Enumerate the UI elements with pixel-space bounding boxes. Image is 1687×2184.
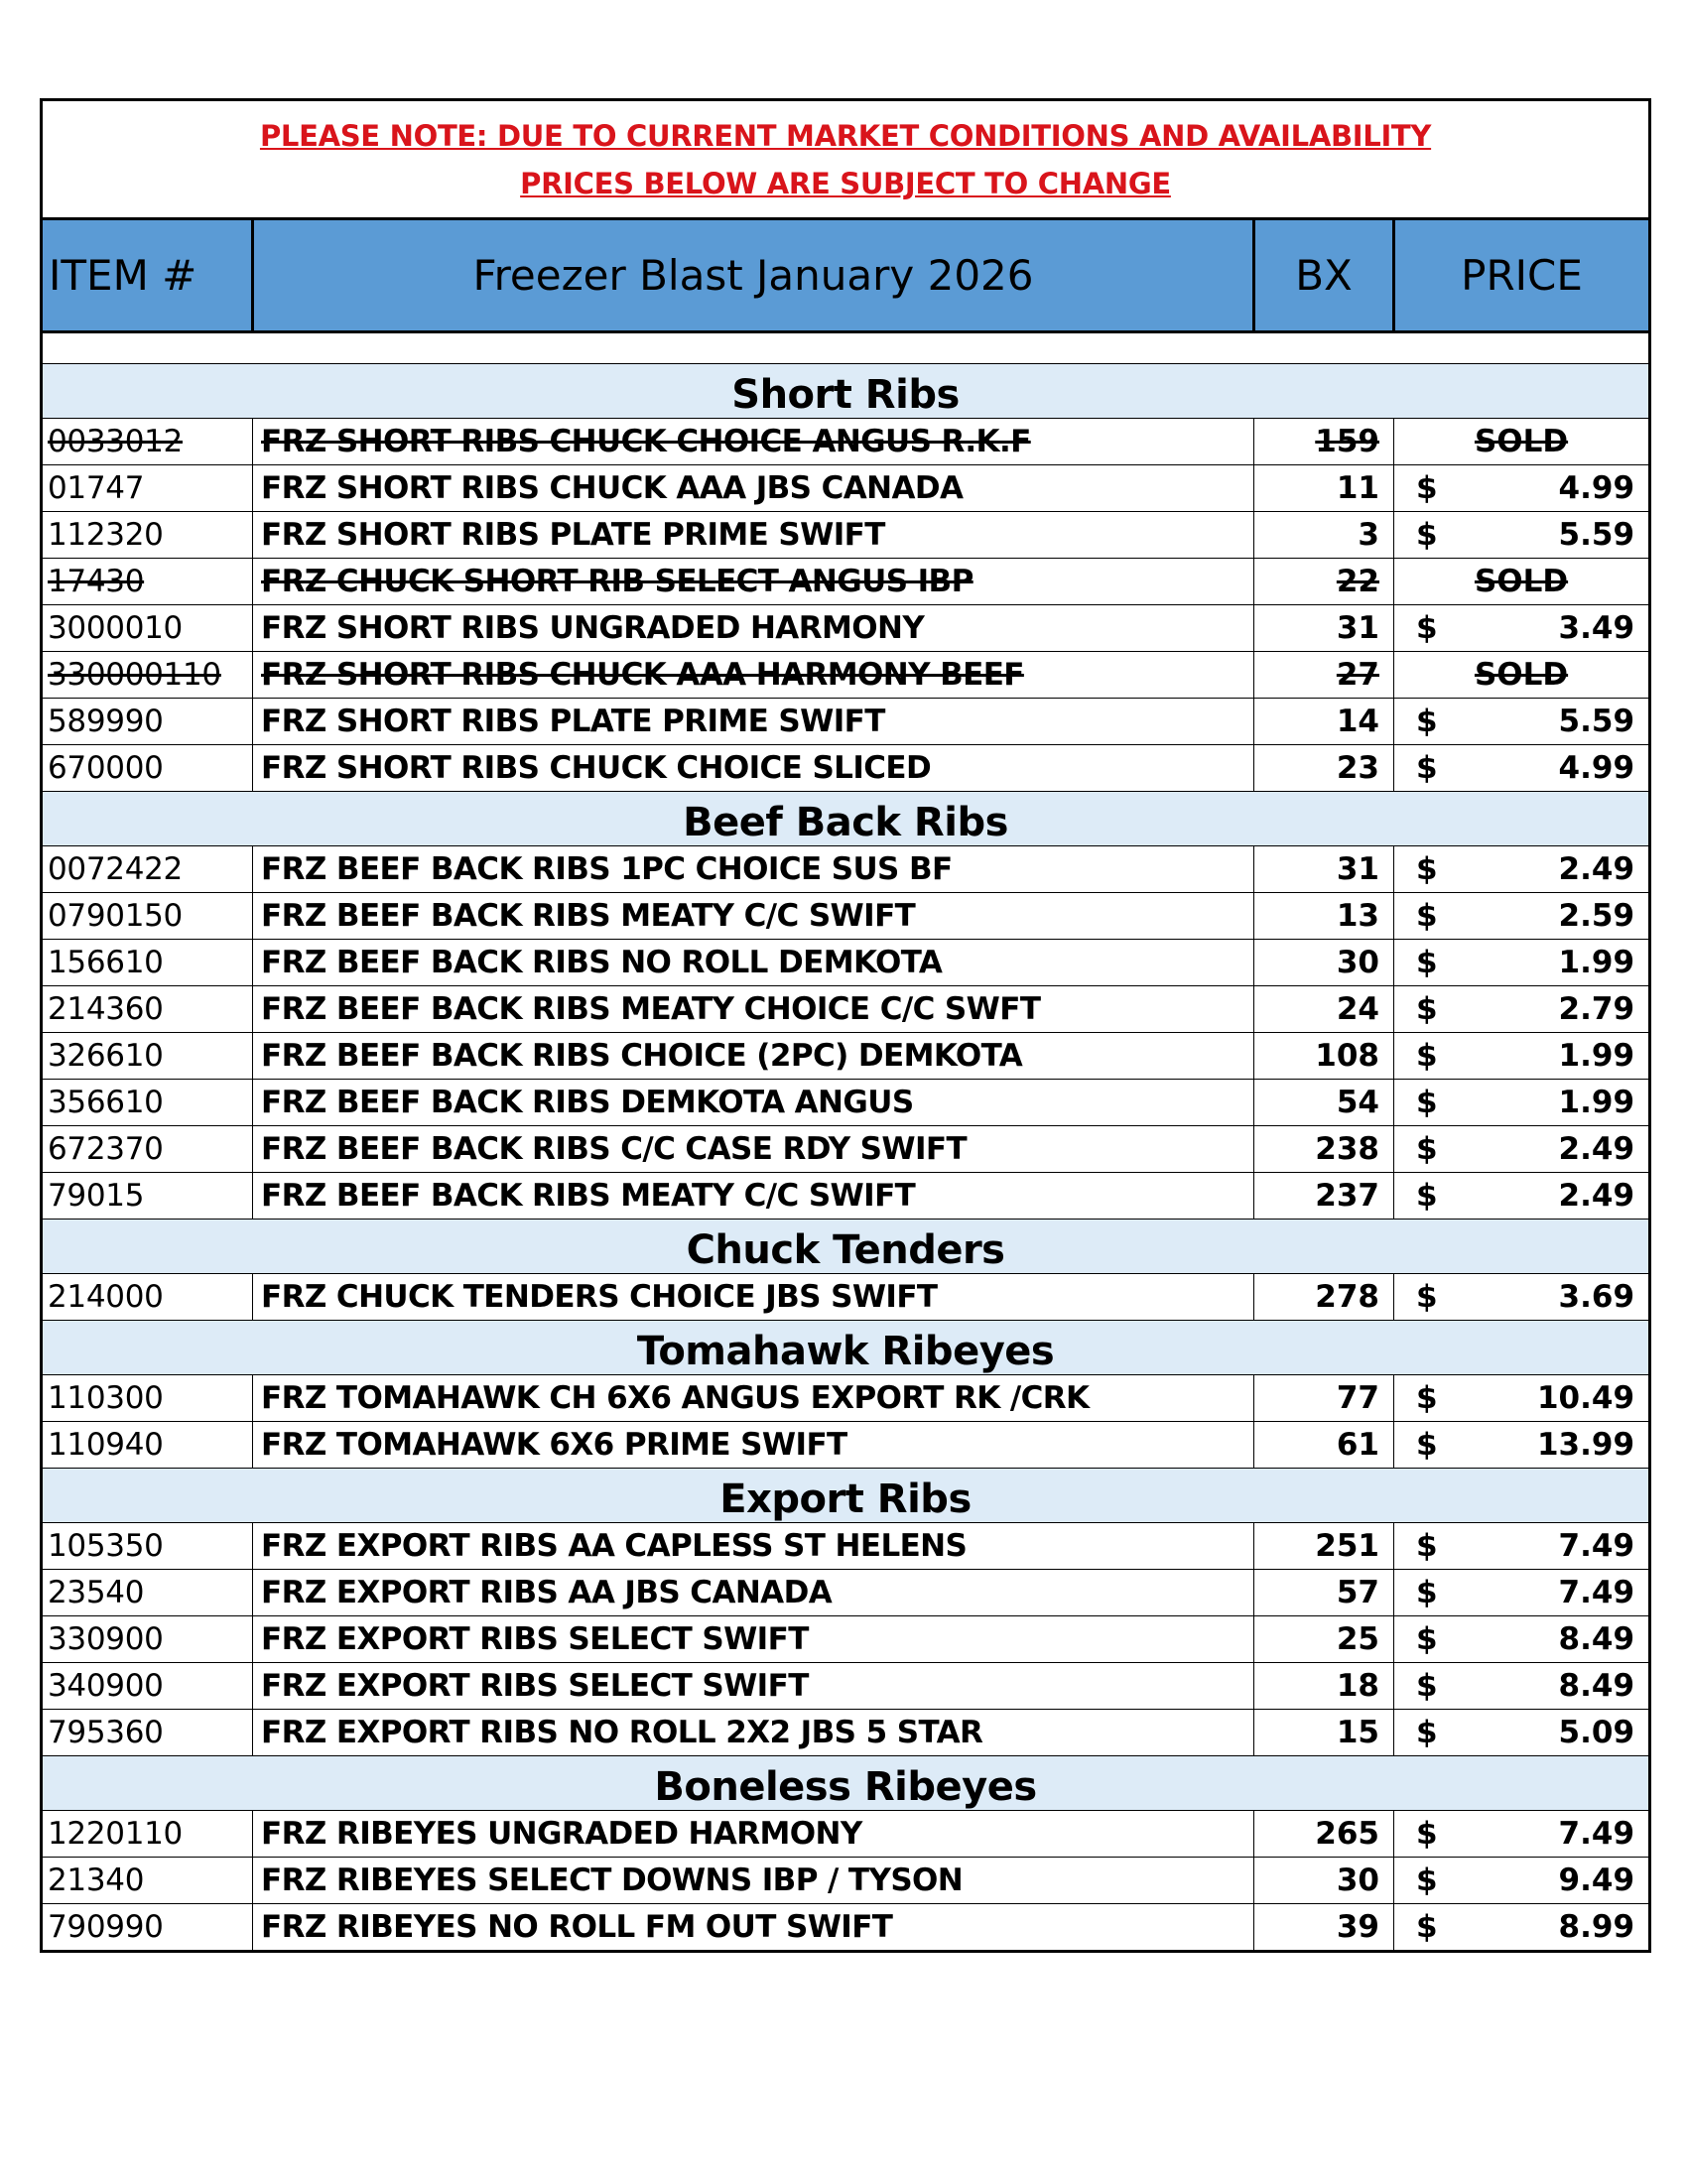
box-count: 237 xyxy=(1254,1173,1394,1220)
price-value-wrap xyxy=(1394,750,1648,786)
price-value-wrap xyxy=(1394,1131,1648,1167)
header-price: PRICE xyxy=(1394,219,1650,332)
table-row xyxy=(42,699,1650,745)
item-description: FRZ BEEF BACK RIBS DEMKOTA ANGUS xyxy=(253,1080,1254,1126)
box-count: 265 xyxy=(1254,1811,1394,1858)
category-row xyxy=(42,364,1650,419)
currency-symbol: $ xyxy=(1416,1816,1438,1852)
price-cell xyxy=(1394,893,1650,940)
table-row xyxy=(42,419,1650,465)
category-row xyxy=(42,1220,1650,1274)
item-number: 79015 xyxy=(42,1173,253,1220)
price-cell xyxy=(1394,940,1650,986)
item-description: FRZ BEEF BACK RIBS C/C CASE RDY SWIFT xyxy=(253,1126,1254,1173)
price-value-wrap xyxy=(1394,1380,1648,1416)
category-heading: Beef Back Ribs xyxy=(42,792,1650,846)
price-cell xyxy=(1394,1616,1650,1663)
price-value-wrap xyxy=(1394,1715,1648,1750)
table-row xyxy=(42,1904,1650,1952)
currency-symbol: $ xyxy=(1416,1715,1438,1750)
table-row xyxy=(42,745,1650,792)
item-description: FRZ EXPORT RIBS SELECT SWIFT xyxy=(253,1663,1254,1710)
price-value-wrap xyxy=(1394,1279,1648,1315)
item-description: FRZ EXPORT RIBS AA CAPLESS ST HELENS xyxy=(253,1523,1254,1570)
currency-symbol: $ xyxy=(1416,1279,1438,1315)
item-description: FRZ CHUCK SHORT RIB SELECT ANGUS IBP xyxy=(253,559,1254,605)
item-description: FRZ SHORT RIBS CHUCK CHOICE ANGUS R.K.F xyxy=(253,419,1254,465)
item-number: 01747 xyxy=(42,465,253,512)
price-amount: 3.69 xyxy=(1558,1279,1635,1315)
item-number: 156610 xyxy=(42,940,253,986)
item-description: FRZ BEEF BACK RIBS MEATY C/C SWIFT xyxy=(253,893,1254,940)
item-description: FRZ SHORT RIBS CHUCK CHOICE SLICED xyxy=(253,745,1254,792)
category-heading: Export Ribs xyxy=(42,1469,1650,1523)
price-cell xyxy=(1394,1710,1650,1756)
box-count: 61 xyxy=(1254,1422,1394,1469)
item-number: 21340 xyxy=(42,1858,253,1904)
price-value-wrap xyxy=(1394,610,1648,646)
box-count: 23 xyxy=(1254,745,1394,792)
currency-symbol: $ xyxy=(1416,704,1438,739)
item-description: FRZ SHORT RIBS UNGRADED HARMONY xyxy=(253,605,1254,652)
price-cell xyxy=(1394,1570,1650,1616)
table-row xyxy=(42,652,1650,699)
item-number: 795360 xyxy=(42,1710,253,1756)
box-count: 25 xyxy=(1254,1616,1394,1663)
currency-symbol: $ xyxy=(1416,1863,1438,1898)
price-value-wrap xyxy=(1394,945,1648,980)
price-value-wrap xyxy=(1394,1038,1648,1074)
notice-line-2: PRICES BELOW ARE SUBJECT TO CHANGE xyxy=(520,166,1171,200)
price-value-wrap xyxy=(1394,1178,1648,1214)
price-cell xyxy=(1394,419,1650,465)
box-count: 238 xyxy=(1254,1126,1394,1173)
price-cell xyxy=(1394,699,1650,745)
price-cell xyxy=(1394,986,1650,1033)
price-value-wrap xyxy=(1394,1621,1648,1657)
currency-symbol: $ xyxy=(1416,991,1438,1027)
item-number: 330000110 xyxy=(42,652,253,699)
item-number: 670000 xyxy=(42,745,253,792)
notice-banner xyxy=(42,100,1650,219)
item-description: FRZ BEEF BACK RIBS NO ROLL DEMKOTA xyxy=(253,940,1254,986)
currency-symbol: $ xyxy=(1416,1178,1438,1214)
price-amount: 4.99 xyxy=(1558,470,1635,506)
price-cell xyxy=(1394,1811,1650,1858)
item-description: FRZ RIBEYES NO ROLL FM OUT SWIFT xyxy=(253,1904,1254,1952)
price-cell xyxy=(1394,1375,1650,1422)
box-count: 251 xyxy=(1254,1523,1394,1570)
box-count: 15 xyxy=(1254,1710,1394,1756)
price-cell xyxy=(1394,1126,1650,1173)
price-value-wrap xyxy=(1394,1668,1648,1704)
notice-row xyxy=(42,100,1650,219)
price-cell xyxy=(1394,1858,1650,1904)
item-description: FRZ RIBEYES SELECT DOWNS IBP / TYSON xyxy=(253,1858,1254,1904)
item-description: FRZ TOMAHAWK 6X6 PRIME SWIFT xyxy=(253,1422,1254,1469)
box-count: 57 xyxy=(1254,1570,1394,1616)
currency-symbol: $ xyxy=(1416,1085,1438,1120)
currency-symbol: $ xyxy=(1416,1380,1438,1416)
price-value-wrap xyxy=(1394,1816,1648,1852)
price-value-wrap xyxy=(1394,1085,1648,1120)
currency-symbol: $ xyxy=(1416,898,1438,934)
currency-symbol: $ xyxy=(1416,1575,1438,1610)
price-amount: 8.99 xyxy=(1558,1909,1635,1945)
item-number: 112320 xyxy=(42,512,253,559)
price-cell xyxy=(1394,1274,1650,1321)
table-row xyxy=(42,1570,1650,1616)
price-amount: 7.49 xyxy=(1558,1528,1635,1564)
price-cell xyxy=(1394,652,1650,699)
category-heading: Short Ribs xyxy=(42,364,1650,419)
price-cell xyxy=(1394,745,1650,792)
table-row xyxy=(42,940,1650,986)
box-count: 30 xyxy=(1254,940,1394,986)
item-number: 23540 xyxy=(42,1570,253,1616)
price-cell xyxy=(1394,605,1650,652)
currency-symbol: $ xyxy=(1416,1621,1438,1657)
price-value-wrap xyxy=(1394,898,1648,934)
sold-label: SOLD xyxy=(1474,564,1569,599)
sold-label: SOLD xyxy=(1474,424,1569,459)
table-row xyxy=(42,605,1650,652)
header-item: ITEM # xyxy=(42,219,253,332)
price-cell xyxy=(1394,1904,1650,1952)
spacer-row xyxy=(42,332,1650,364)
item-number: 326610 xyxy=(42,1033,253,1080)
table-row xyxy=(42,1616,1650,1663)
category-heading: Boneless Ribeyes xyxy=(42,1756,1650,1811)
price-amount: 1.99 xyxy=(1558,1038,1635,1074)
price-amount: 2.49 xyxy=(1558,1178,1635,1214)
price-value-wrap xyxy=(1394,991,1648,1027)
table-row xyxy=(42,1422,1650,1469)
sold-label: SOLD xyxy=(1474,657,1569,693)
price-sheet xyxy=(40,98,1648,1953)
box-count: 108 xyxy=(1254,1033,1394,1080)
price-cell xyxy=(1394,1663,1650,1710)
box-count: 77 xyxy=(1254,1375,1394,1422)
table-row xyxy=(42,1663,1650,1710)
item-number: 356610 xyxy=(42,1080,253,1126)
price-amount: 13.99 xyxy=(1536,1427,1635,1463)
item-number: 340900 xyxy=(42,1663,253,1710)
item-description: FRZ EXPORT RIBS NO ROLL 2X2 JBS 5 STAR xyxy=(253,1710,1254,1756)
currency-symbol: $ xyxy=(1416,945,1438,980)
price-amount: 2.59 xyxy=(1558,898,1635,934)
currency-symbol: $ xyxy=(1416,1528,1438,1564)
item-description: FRZ CHUCK TENDERS CHOICE JBS SWIFT xyxy=(253,1274,1254,1321)
item-description: FRZ BEEF BACK RIBS CHOICE (2PC) DEMKOTA xyxy=(253,1033,1254,1080)
price-value-wrap xyxy=(1394,1909,1648,1945)
price-cell xyxy=(1394,1523,1650,1570)
price-amount: 5.59 xyxy=(1558,704,1635,739)
currency-symbol: $ xyxy=(1416,1668,1438,1704)
price-cell xyxy=(1394,512,1650,559)
price-amount: 1.99 xyxy=(1558,945,1635,980)
price-cell xyxy=(1394,559,1650,605)
category-heading: Chuck Tenders xyxy=(42,1220,1650,1274)
box-count: 159 xyxy=(1254,419,1394,465)
price-cell xyxy=(1394,1033,1650,1080)
item-number: 1220110 xyxy=(42,1811,253,1858)
price-cell xyxy=(1394,465,1650,512)
table-row xyxy=(42,846,1650,893)
price-amount: 2.49 xyxy=(1558,1131,1635,1167)
box-count: 31 xyxy=(1254,846,1394,893)
category-row xyxy=(42,792,1650,846)
item-number: 672370 xyxy=(42,1126,253,1173)
table-row xyxy=(42,1710,1650,1756)
price-cell xyxy=(1394,1080,1650,1126)
item-description: FRZ RIBEYES UNGRADED HARMONY xyxy=(253,1811,1254,1858)
item-number: 105350 xyxy=(42,1523,253,1570)
price-amount: 9.49 xyxy=(1558,1863,1635,1898)
price-value-wrap xyxy=(1394,517,1648,553)
header-row xyxy=(42,219,1650,332)
price-value-wrap xyxy=(1394,470,1648,506)
category-row xyxy=(42,1756,1650,1811)
header-bx: BX xyxy=(1254,219,1394,332)
item-number: 214000 xyxy=(42,1274,253,1321)
table-row xyxy=(42,1858,1650,1904)
item-number: 0033012 xyxy=(42,419,253,465)
header-title: Freezer Blast January 2026 xyxy=(253,219,1254,332)
table-row xyxy=(42,1033,1650,1080)
currency-symbol: $ xyxy=(1416,1909,1438,1945)
item-description: FRZ BEEF BACK RIBS MEATY C/C SWIFT xyxy=(253,1173,1254,1220)
price-amount: 5.59 xyxy=(1558,517,1635,553)
currency-symbol: $ xyxy=(1416,517,1438,553)
table-row xyxy=(42,465,1650,512)
item-number: 0072422 xyxy=(42,846,253,893)
item-number: 110940 xyxy=(42,1422,253,1469)
box-count: 31 xyxy=(1254,605,1394,652)
item-number: 790990 xyxy=(42,1904,253,1952)
item-description: FRZ SHORT RIBS PLATE PRIME SWIFT xyxy=(253,512,1254,559)
table-row xyxy=(42,559,1650,605)
box-count: 54 xyxy=(1254,1080,1394,1126)
box-count: 14 xyxy=(1254,699,1394,745)
box-count: 39 xyxy=(1254,1904,1394,1952)
price-amount: 2.79 xyxy=(1558,991,1635,1027)
box-count: 18 xyxy=(1254,1663,1394,1710)
price-amount: 1.99 xyxy=(1558,1085,1635,1120)
table-row xyxy=(42,893,1650,940)
table-row xyxy=(42,1523,1650,1570)
table-row xyxy=(42,1811,1650,1858)
price-amount: 8.49 xyxy=(1558,1668,1635,1704)
item-number: 214360 xyxy=(42,986,253,1033)
price-value-wrap xyxy=(1394,1575,1648,1610)
item-number: 3000010 xyxy=(42,605,253,652)
category-heading: Tomahawk Ribeyes xyxy=(42,1321,1650,1375)
price-value-wrap xyxy=(1394,1528,1648,1564)
price-amount: 7.49 xyxy=(1558,1816,1635,1852)
item-description: FRZ SHORT RIBS PLATE PRIME SWIFT xyxy=(253,699,1254,745)
table-row xyxy=(42,1126,1650,1173)
price-amount: 7.49 xyxy=(1558,1575,1635,1610)
box-count: 3 xyxy=(1254,512,1394,559)
table-row xyxy=(42,1274,1650,1321)
category-row xyxy=(42,1321,1650,1375)
notice-line-1: PLEASE NOTE: DUE TO CURRENT MARKET CONDITIONS AND AVAILABILITY xyxy=(259,118,1432,153)
box-count: 27 xyxy=(1254,652,1394,699)
price-table xyxy=(40,98,1651,1953)
price-cell xyxy=(1394,1422,1650,1469)
currency-symbol: $ xyxy=(1416,470,1438,506)
price-value-wrap xyxy=(1394,851,1648,887)
item-number: 110300 xyxy=(42,1375,253,1422)
price-amount: 5.09 xyxy=(1558,1715,1635,1750)
currency-symbol: $ xyxy=(1416,1038,1438,1074)
currency-symbol: $ xyxy=(1416,1427,1438,1463)
table-row xyxy=(42,1173,1650,1220)
box-count: 30 xyxy=(1254,1858,1394,1904)
box-count: 22 xyxy=(1254,559,1394,605)
price-amount: 2.49 xyxy=(1558,851,1635,887)
item-description: FRZ EXPORT RIBS AA JBS CANADA xyxy=(253,1570,1254,1616)
item-number: 0790150 xyxy=(42,893,253,940)
box-count: 11 xyxy=(1254,465,1394,512)
table-row xyxy=(42,1080,1650,1126)
item-description: FRZ SHORT RIBS CHUCK AAA HARMONY BEEF xyxy=(253,652,1254,699)
price-amount: 4.99 xyxy=(1558,750,1635,786)
category-row xyxy=(42,1469,1650,1523)
item-description: FRZ SHORT RIBS CHUCK AAA JBS CANADA xyxy=(253,465,1254,512)
table-row xyxy=(42,1375,1650,1422)
price-cell xyxy=(1394,1173,1650,1220)
currency-symbol: $ xyxy=(1416,851,1438,887)
currency-symbol: $ xyxy=(1416,1131,1438,1167)
box-count: 24 xyxy=(1254,986,1394,1033)
item-description: FRZ EXPORT RIBS SELECT SWIFT xyxy=(253,1616,1254,1663)
price-value-wrap xyxy=(1394,704,1648,739)
item-number: 17430 xyxy=(42,559,253,605)
table-row xyxy=(42,986,1650,1033)
price-amount: 3.49 xyxy=(1558,610,1635,646)
item-description: FRZ BEEF BACK RIBS 1PC CHOICE SUS BF xyxy=(253,846,1254,893)
price-value-wrap xyxy=(1394,1427,1648,1463)
table-row xyxy=(42,512,1650,559)
spacer-cell xyxy=(42,332,1650,364)
price-amount: 8.49 xyxy=(1558,1621,1635,1657)
price-value-wrap xyxy=(1394,1863,1648,1898)
item-description: FRZ BEEF BACK RIBS MEATY CHOICE C/C SWFT xyxy=(253,986,1254,1033)
currency-symbol: $ xyxy=(1416,610,1438,646)
item-number: 330900 xyxy=(42,1616,253,1663)
price-cell xyxy=(1394,846,1650,893)
currency-symbol: $ xyxy=(1416,750,1438,786)
box-count: 278 xyxy=(1254,1274,1394,1321)
price-amount: 10.49 xyxy=(1536,1380,1635,1416)
item-number: 589990 xyxy=(42,699,253,745)
item-description: FRZ TOMAHAWK CH 6X6 ANGUS EXPORT RK /CRK xyxy=(253,1375,1254,1422)
box-count: 13 xyxy=(1254,893,1394,940)
